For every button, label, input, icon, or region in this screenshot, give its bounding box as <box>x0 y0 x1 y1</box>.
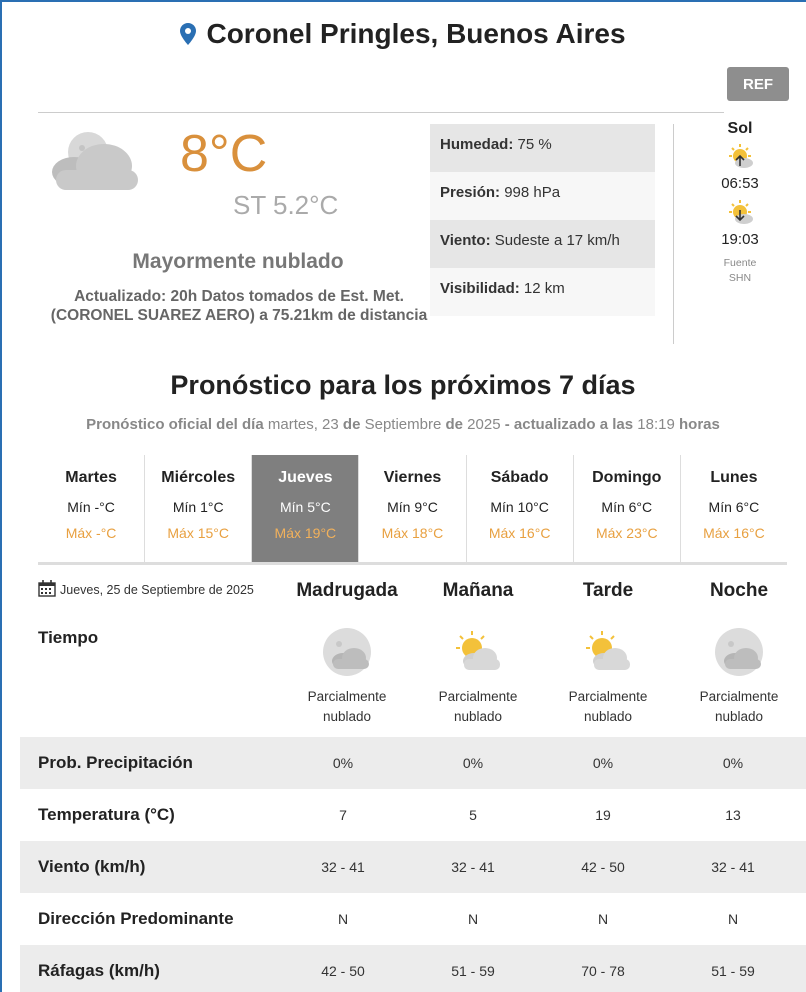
current-description: Mayormente nublado <box>132 250 344 273</box>
table-row-direccion: Dirección Predominante N N N N <box>20 893 806 945</box>
forecast-subtitle: Pronóstico oficial del día martes, 23 de Septiembre de 2025 - actualizado a las 18:19 horas <box>86 416 720 433</box>
table-row-viento: Viento (km/h) 32 - 41 32 - 41 42 - 50 32 - 41 <box>20 841 806 893</box>
day-tab-domingo[interactable]: Domingo Mín 6°C Máx 23°C <box>574 455 681 562</box>
period-manana: Mañana <box>442 580 514 601</box>
calendar-icon <box>38 580 56 600</box>
day-tab-jueves[interactable]: Jueves Mín 5°C Máx 19°C <box>252 455 359 562</box>
partly-cloudy-day-icon <box>582 628 634 678</box>
cloudy-night-icon <box>321 628 373 678</box>
weather-noche: Parcialmente nublado <box>674 628 804 727</box>
ref-button[interactable]: REF <box>727 67 789 101</box>
day-tab-miercoles[interactable]: Miércoles Mín 1°C Máx 15°C <box>145 455 252 562</box>
sunset-icon <box>700 200 780 229</box>
feels-like-temperature: ST 5.2°C <box>233 190 339 220</box>
sunset-time: 19:03 <box>721 231 759 248</box>
partly-cloudy-day-icon <box>452 628 504 678</box>
day-tab-martes[interactable]: Martes Mín -°C Máx -°C <box>38 455 145 562</box>
weather-madrugada: Parcialmente nublado <box>282 628 412 727</box>
stat-visibility: Visibilidad: 12 km <box>430 268 655 316</box>
days-row <box>38 455 787 565</box>
location-title <box>0 18 806 52</box>
location-pin-icon <box>180 20 196 52</box>
day-tab-viernes[interactable]: Viernes Mín 9°C Máx 18°C <box>359 455 466 562</box>
header-divider <box>38 112 724 113</box>
sun-title: Sol <box>727 120 753 137</box>
table-row-precipitacion: Prob. Precipitación 0% 0% 0% 0% <box>20 737 806 789</box>
day-tab-sabado[interactable]: Sábado Mín 10°C Máx 16°C <box>467 455 574 562</box>
update-info: Actualizado: 20h Datos tomados de Est. Met. (CORONEL SUAREZ AERO) a 75.21km de distancia <box>50 288 428 324</box>
table-row-rafagas: Ráfagas (km/h) 42 - 50 51 - 59 70 - 78 51 - 59 <box>20 945 806 992</box>
period-noche: Noche <box>709 580 769 601</box>
detail-date-text: Jueves, 25 de Septiembre de 2025 <box>60 583 254 597</box>
current-temperature: 8°C <box>180 125 268 183</box>
detail-date <box>38 580 254 600</box>
forecast-title: Pronóstico para los próximos 7 días <box>170 370 636 400</box>
tiempo-label: Tiempo <box>38 628 99 647</box>
weather-tarde: Parcialmente nublado <box>543 628 673 727</box>
stat-humidity: Humedad: 75 % <box>430 124 655 172</box>
detail-table <box>20 737 806 992</box>
weather-manana: Parcialmente nublado <box>413 628 543 727</box>
current-stats <box>430 124 655 316</box>
sun-source: Fuente SHN <box>723 257 757 284</box>
sunrise-time: 06:53 <box>721 175 759 192</box>
vertical-divider <box>673 124 674 344</box>
stat-wind: Viento: Sudeste a 17 km/h <box>430 220 655 268</box>
day-tab-lunes[interactable]: Lunes Mín 6°C Máx 16°C <box>703 469 765 541</box>
period-tarde: Tarde <box>582 580 634 601</box>
cloudy-night-icon <box>46 126 142 201</box>
period-madrugada: Madrugada <box>296 580 398 601</box>
sun-panel <box>700 120 780 286</box>
stat-pressure: Presión: 998 hPa <box>430 172 655 220</box>
location-title-text: Coronel Pringles, Buenos Aires <box>206 18 626 49</box>
sunrise-icon <box>700 144 780 173</box>
cloudy-night-icon <box>713 628 765 678</box>
table-row-temperatura: Temperatura (°C) 7 5 19 13 <box>20 789 806 841</box>
